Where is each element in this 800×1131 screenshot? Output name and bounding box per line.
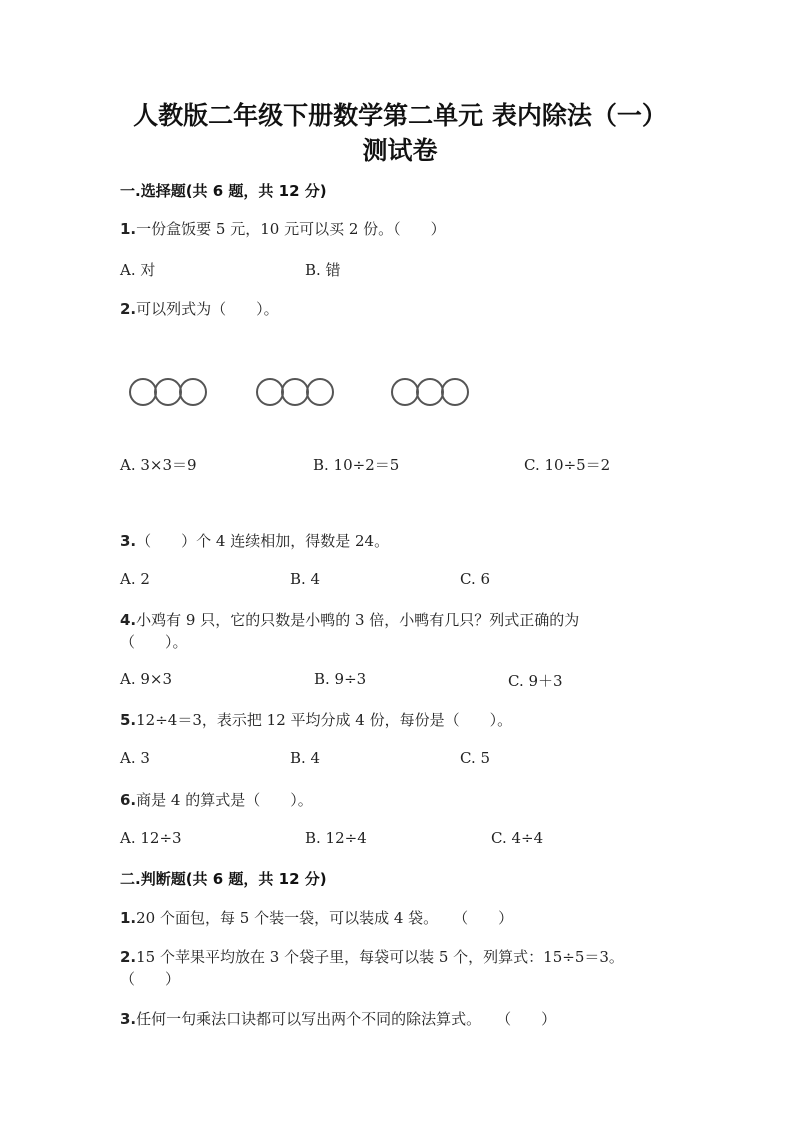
question-text: 商是 4 的算式是（ ）。 <box>136 791 313 809</box>
q1-option-b[interactable]: B. 错 <box>305 261 341 279</box>
question-text: 一份盒饭要 5 元，10 元可以买 2 份。（ ） <box>136 220 446 238</box>
judge-question-1 <box>120 907 513 928</box>
question-text: 20 个面包，每 5 个装一袋，可以装成 4 袋。 （ ） <box>136 909 514 927</box>
choice-question-1 <box>120 218 446 239</box>
question-text: 可以列式为（ ）。 <box>136 300 279 318</box>
judge-question-2-continued: （ ） <box>120 970 181 988</box>
q6-option-a[interactable]: A. 12÷3 <box>120 829 182 847</box>
judge-question-3 <box>120 1008 556 1029</box>
question-number: 4. <box>120 611 137 629</box>
q2-option-a[interactable]: A. 3×3＝9 <box>120 456 197 474</box>
q5-option-b[interactable]: B. 4 <box>290 749 321 767</box>
circle-icon <box>130 379 156 405</box>
q3-option-a[interactable]: A. 2 <box>120 570 150 588</box>
question-number: 2. <box>120 948 137 966</box>
section-judge-heading: 二.判断题(共 6 题，共 12 分) <box>120 870 327 888</box>
question-number: 6. <box>120 791 137 809</box>
q2-option-b[interactable]: B. 10÷2＝5 <box>313 456 400 474</box>
q6-option-b[interactable]: B. 12÷4 <box>305 829 367 847</box>
q4-option-c[interactable]: C. 9＋3 <box>508 672 563 690</box>
q3-option-b[interactable]: B. 4 <box>290 570 321 588</box>
circle-groups-figure <box>125 375 485 411</box>
question-number: 3. <box>120 532 137 550</box>
circle-icon <box>257 379 283 405</box>
section-choice-heading: 一.选择题(共 6 题，共 12 分) <box>120 182 327 200</box>
choice-question-5 <box>120 709 512 730</box>
choice-question-4 <box>120 609 579 630</box>
question-number: 2. <box>120 300 137 318</box>
page-title: 人教版二年级下册数学第二单元 表内除法（一） <box>133 101 667 130</box>
page-subtitle: 测试卷 <box>362 136 438 165</box>
choice-question-2 <box>120 298 279 319</box>
circle-icon <box>442 379 468 405</box>
q2-option-c[interactable]: C. 10÷5＝2 <box>524 456 611 474</box>
question-number: 3. <box>120 1010 137 1028</box>
question-text: 15 个苹果平均放在 3 个袋子里，每袋可以装 5 个，列算式：15÷5＝3。 <box>136 948 624 966</box>
circle-icon <box>417 379 443 405</box>
question-text: 12÷4＝3，表示把 12 平均分成 4 份，每份是（ ）。 <box>136 711 513 729</box>
q3-option-c[interactable]: C. 6 <box>460 570 491 588</box>
q6-option-c[interactable]: C. 4÷4 <box>491 829 544 847</box>
circle-icon <box>282 379 308 405</box>
choice-question-3 <box>120 530 389 551</box>
q5-option-a[interactable]: A. 3 <box>120 749 150 767</box>
judge-question-2 <box>120 946 624 967</box>
question-text: 任何一句乘法口诀都可以写出两个不同的除法算式。 （ ） <box>136 1010 557 1028</box>
question-number: 1. <box>120 909 137 927</box>
choice-question-6 <box>120 789 313 810</box>
q1-option-a[interactable]: A. 对 <box>120 261 156 279</box>
q4-option-a[interactable]: A. 9×3 <box>120 670 173 688</box>
question-number: 5. <box>120 711 137 729</box>
choice-question-4-continued: （ ）。 <box>120 633 188 651</box>
circle-icon <box>392 379 418 405</box>
q5-option-c[interactable]: C. 5 <box>460 749 491 767</box>
question-text: （ ）个 4 连续相加，得数是 24。 <box>136 532 390 550</box>
question-text: 小鸡有 9 只，它的只数是小鸭的 3 倍，小鸭有几只？列式正确的为 <box>136 611 580 629</box>
circle-icon <box>180 379 206 405</box>
question-number: 1. <box>120 220 137 238</box>
q4-option-b[interactable]: B. 9÷3 <box>314 670 367 688</box>
circle-icon <box>307 379 333 405</box>
circle-icon <box>155 379 181 405</box>
